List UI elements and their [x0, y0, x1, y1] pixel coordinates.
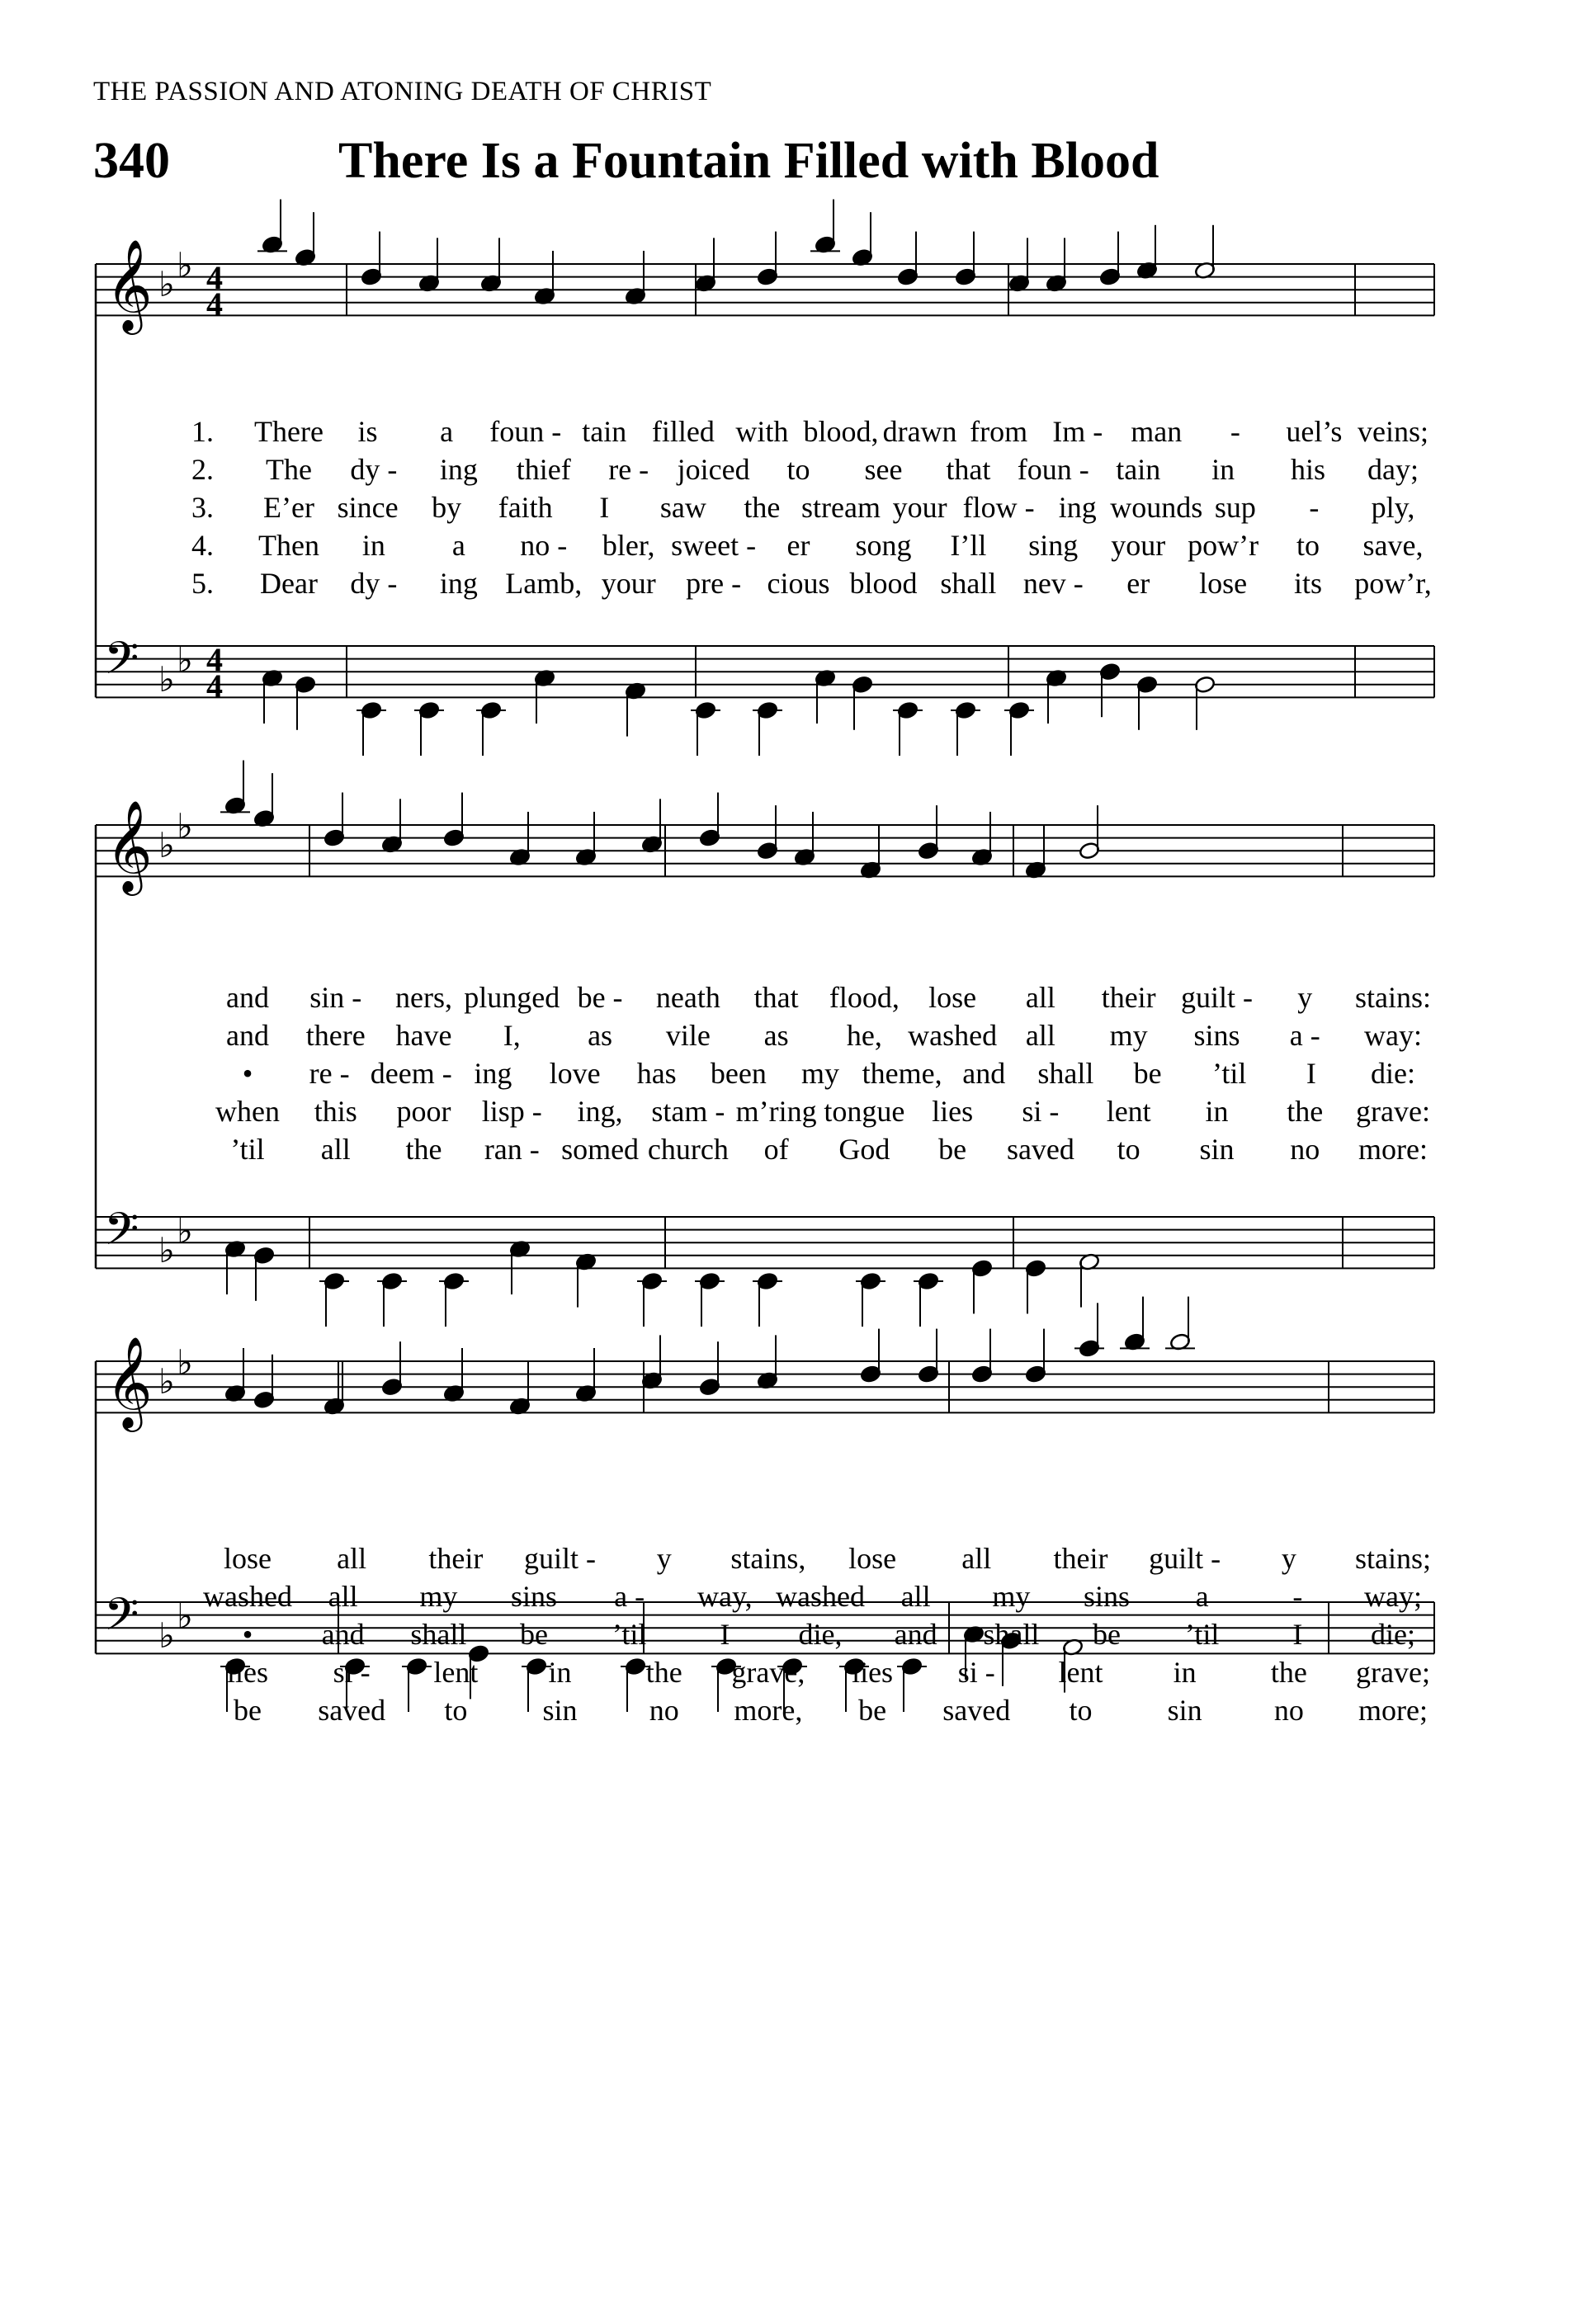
treble-clef-icon: 𝄞	[106, 799, 153, 892]
lyric-syllable: shall	[1037, 1057, 1094, 1090]
lyric-syllable: Then	[258, 529, 319, 562]
lyric-syllable: washed	[908, 1019, 998, 1052]
lyric-syllable: sins	[1083, 1580, 1131, 1613]
lyric-syllable: blood,	[803, 415, 879, 448]
time-signature-top: 4	[206, 641, 223, 678]
lyric-syllable: er	[786, 529, 810, 562]
lyric-syllable: more,	[734, 1694, 803, 1727]
lyric-syllable: lose	[928, 981, 977, 1014]
lyric-syllable: be -	[577, 981, 623, 1014]
verse-number: 5.	[191, 567, 214, 600]
lyric-syllable: ing	[439, 453, 478, 486]
lyric-syllable: Dear	[260, 567, 318, 600]
lyric-syllable: ply,	[1371, 491, 1415, 524]
lyric-syllable: lisp -	[481, 1095, 542, 1128]
lyric-syllable: sin	[542, 1694, 578, 1727]
lyric-syllable: all	[328, 1580, 358, 1613]
lyric-syllable: deem -	[370, 1057, 452, 1090]
lyric-syllable: have	[395, 1019, 452, 1052]
lyric-syllable: poor	[396, 1095, 451, 1128]
lyric-syllable: his	[1291, 453, 1326, 486]
lyric-syllable: y	[1281, 1542, 1296, 1575]
lyric-syllable: sins	[510, 1580, 558, 1613]
lyric-syllable: your	[892, 491, 947, 524]
lyric-syllable: is	[357, 415, 378, 448]
flat-sign-icon: ♭	[158, 825, 175, 866]
lyric-syllable: re -	[309, 1057, 350, 1090]
lyric-syllable: God	[838, 1133, 890, 1166]
lyric-syllable: lies	[932, 1095, 974, 1128]
lyric-syllable: sin -	[309, 981, 362, 1014]
lyric-syllable: more;	[1358, 1694, 1428, 1727]
lyric-syllable: I’ll	[950, 529, 987, 562]
lyric-syllable: uel’s	[1286, 415, 1343, 448]
lyric-syllable: filled	[651, 415, 715, 448]
lyric-syllable: their	[1101, 981, 1156, 1014]
lyric-syllable: nev -	[1022, 567, 1084, 600]
lyric-syllable: to	[1117, 1133, 1140, 1166]
lyric-syllable: saw	[659, 491, 706, 524]
treble-clef-icon: 𝄞	[106, 1336, 153, 1428]
lyric-syllable: be	[938, 1133, 967, 1166]
lyric-syllable: I,	[503, 1019, 521, 1052]
lyric-syllable: I	[1306, 1057, 1316, 1090]
lyric-syllable: your	[1111, 529, 1166, 562]
lyric-syllable: and	[321, 1618, 365, 1651]
lyric-syllable: no -	[520, 529, 568, 562]
lyric-syllable: Lamb,	[505, 567, 583, 600]
lyric-syllable: be	[1133, 1057, 1162, 1090]
lyric-syllable: sin	[1199, 1133, 1235, 1166]
lyric-syllable: dy -	[350, 453, 398, 486]
lyric-syllable: flood,	[829, 981, 900, 1014]
lyric-syllable: ing	[474, 1057, 512, 1090]
lyric-syllable: be	[520, 1618, 548, 1651]
lyric-syllable: die,	[798, 1618, 843, 1651]
lyric-syllable: day;	[1367, 453, 1419, 486]
flat-sign-icon: ♭	[158, 658, 175, 700]
lyric-syllable: stains:	[1354, 981, 1432, 1014]
flat-sign-icon: ♭	[158, 1615, 175, 1656]
lyric-syllable: a -	[1289, 1019, 1320, 1052]
lyric-syllable: sweet -	[671, 529, 757, 562]
lyric-syllable: all	[1025, 981, 1055, 1014]
lyric-syllable: more:	[1358, 1133, 1428, 1166]
lyric-syllable: I	[1292, 1618, 1303, 1651]
lyric-syllable: -	[1292, 1580, 1303, 1613]
lyric-syllable: ing,	[577, 1095, 623, 1128]
lyric-syllable: ran -	[484, 1133, 540, 1166]
lyric-syllable: foun -	[1017, 453, 1089, 486]
lyric-syllable: be	[1093, 1618, 1121, 1651]
lyric-syllable: from	[970, 415, 1028, 448]
lyric-syllable: as	[588, 1019, 613, 1052]
lyric-syllable: the	[744, 491, 781, 524]
lyric-syllable: ’til	[1184, 1618, 1220, 1651]
lyric-syllable: shall	[940, 567, 997, 600]
lyric-syllable: to	[786, 453, 810, 486]
bass-clef-icon: 𝄢	[104, 632, 139, 695]
hymn-number: 340	[93, 133, 170, 189]
lyric-syllable: dy -	[350, 567, 398, 600]
verse-number: 1.	[191, 415, 214, 448]
lyric-syllable: in	[548, 1656, 572, 1689]
lyric-syllable: church	[647, 1133, 729, 1166]
lyric-syllable: grave,	[731, 1656, 805, 1689]
lyric-syllable: lose	[224, 1542, 272, 1575]
lyric-syllable: ners,	[395, 981, 453, 1014]
lyric-syllable: stains,	[730, 1542, 806, 1575]
lyric-syllable: and	[226, 1019, 269, 1052]
lyric-syllable: faith	[498, 491, 553, 524]
lyric-syllable: no	[649, 1694, 679, 1727]
bass-staff	[96, 1217, 1434, 1268]
lyric-syllable: •	[242, 1618, 253, 1651]
lyric-syllable: tain	[1116, 453, 1161, 486]
lyric-syllable: be	[234, 1694, 262, 1727]
verse-number: 4.	[191, 529, 214, 562]
lyric-syllable: si -	[1022, 1095, 1060, 1128]
system-3	[96, 1297, 1434, 1712]
lyric-syllable: by	[432, 491, 462, 524]
lyric-syllable: since	[337, 491, 399, 524]
bass-staff	[96, 1602, 1434, 1653]
lyric-syllable: a	[451, 529, 465, 562]
lyric-syllable: sing	[1028, 529, 1079, 562]
lyric-syllable: to	[1296, 529, 1320, 562]
lyric-syllable: that	[946, 453, 991, 486]
lyric-syllable: si -	[333, 1656, 371, 1689]
lyric-syllable: pow’r	[1188, 529, 1259, 562]
time-signature-top: 4	[206, 259, 223, 296]
lyric-syllable: -	[1309, 491, 1320, 524]
lyric-syllable: ing	[439, 567, 478, 600]
lyric-syllable: lies	[227, 1656, 268, 1689]
lyric-syllable: all	[337, 1542, 367, 1575]
lyric-syllable: way:	[1364, 1019, 1422, 1052]
lyric-syllable: all	[320, 1133, 351, 1166]
lyric-syllable: neath	[655, 981, 720, 1014]
time-signature-bottom: 4	[206, 667, 223, 705]
lyric-syllable: ing	[1058, 491, 1097, 524]
lyric-syllable: lent	[1058, 1656, 1103, 1689]
lyric-syllable: foun -	[489, 415, 562, 448]
flat-sign-icon: ♭	[177, 1341, 193, 1383]
time-signature-bottom: 4	[206, 285, 223, 323]
lyric-syllable: man	[1131, 415, 1183, 448]
lyric-syllable: a -	[614, 1580, 645, 1613]
flat-sign-icon: ♭	[177, 1210, 193, 1252]
lyric-syllable: tain	[582, 415, 627, 448]
verse-number: 3.	[191, 491, 214, 524]
lyric-syllable: washed	[776, 1580, 865, 1613]
lyric-syllable: ’til	[230, 1133, 265, 1166]
lyric-syllable: all	[1025, 1019, 1055, 1052]
lyric-syllable: stains;	[1354, 1542, 1432, 1575]
lyric-syllable: love	[549, 1057, 601, 1090]
lyric-syllable: saved	[942, 1694, 1011, 1727]
lyric-syllable: The	[266, 453, 312, 486]
lyric-syllable: bler,	[602, 529, 655, 562]
lyric-syllable: sin	[1167, 1694, 1202, 1727]
lyric-syllable: saved	[1006, 1133, 1074, 1166]
lyric-syllable: and	[226, 981, 269, 1014]
lyric-syllable: been	[710, 1057, 767, 1090]
lyric-syllable: see	[864, 453, 903, 486]
lyric-syllable: E’er	[263, 491, 314, 524]
lyric-syllable: in	[1205, 1095, 1229, 1128]
lyric-syllable: shall	[410, 1618, 467, 1651]
lyric-syllable: has	[636, 1057, 677, 1090]
lyric-syllable: that	[753, 981, 799, 1014]
section-title: THE PASSION AND ATONING DEATH OF CHRIST	[93, 77, 712, 106]
lyric-syllable: its	[1294, 567, 1323, 600]
lyric-syllable: flow -	[962, 491, 1035, 524]
lyric-syllable: drawn	[882, 415, 957, 448]
hymn-title: There Is a Fountain Filled with Blood	[338, 133, 1159, 189]
lyric-syllable: there	[305, 1019, 366, 1052]
lyric-syllable: my	[992, 1580, 1031, 1613]
lyric-syllable: with	[735, 415, 789, 448]
flat-sign-icon: ♭	[158, 264, 175, 305]
lyric-syllable: ’til	[612, 1618, 647, 1651]
lyric-syllable: a	[1195, 1580, 1209, 1613]
lyric-syllable: save,	[1362, 529, 1424, 562]
lyric-syllable: lent	[433, 1656, 479, 1689]
treble-clef-icon: 𝄞	[106, 238, 153, 331]
lyric-syllable: shall	[983, 1618, 1040, 1651]
lyric-syllable: Im -	[1052, 415, 1103, 448]
lyric-syllable: stream	[801, 491, 881, 524]
lyric-syllable: si -	[957, 1656, 995, 1689]
lyric-syllable: song	[855, 529, 912, 562]
lyric-syllable: my	[800, 1057, 840, 1090]
lyric-syllable: -	[1230, 415, 1240, 448]
lyric-syllable: way,	[697, 1580, 753, 1613]
lyric-syllable: the	[645, 1656, 682, 1689]
lyric-syllable: be	[858, 1694, 887, 1727]
lyric-syllable: I	[599, 491, 610, 524]
lyric-syllable: and	[894, 1618, 937, 1651]
lyric-syllable: plunged	[464, 981, 560, 1014]
lyric-syllable: as	[763, 1019, 789, 1052]
flat-sign-icon: ♭	[177, 805, 193, 846]
lyric-syllable: in	[361, 529, 385, 562]
lyric-syllable: way;	[1364, 1580, 1422, 1613]
lyric-syllable: a	[440, 415, 454, 448]
lyric-syllable: sins	[1193, 1019, 1240, 1052]
lyric-syllable: my	[419, 1580, 458, 1613]
lyric-syllable: stam -	[651, 1095, 725, 1128]
bass-clef-icon: 𝄢	[104, 1588, 139, 1652]
lyric-syllable: tongue	[824, 1095, 905, 1128]
lyric-syllable: no	[1273, 1694, 1304, 1727]
lyric-syllable: wounds	[1110, 491, 1203, 524]
lyric-syllable: the	[1287, 1095, 1324, 1128]
lyric-syllable: their	[1053, 1542, 1108, 1575]
lyric-syllable: no	[1290, 1133, 1320, 1166]
lyric-syllable: grave;	[1356, 1656, 1430, 1689]
lyric-syllable: in	[1211, 453, 1235, 486]
lyric-syllable: somed	[561, 1133, 640, 1166]
verse-number: 2.	[191, 453, 214, 486]
bass-clef-icon: 𝄢	[104, 1203, 139, 1266]
lyric-syllable: joiced	[677, 453, 750, 486]
lyric-syllable: pre -	[686, 567, 742, 600]
lyric-syllable: ’til	[1212, 1057, 1247, 1090]
lyric-syllable: to	[1069, 1694, 1093, 1727]
lyric-syllable: washed	[203, 1580, 292, 1613]
lyric-syllable: their	[428, 1542, 484, 1575]
lyric-syllable: all	[961, 1542, 992, 1575]
lyric-syllable: vile	[665, 1019, 711, 1052]
lyric-syllable: all	[900, 1580, 931, 1613]
lyric-syllable: guilt -	[1149, 1542, 1221, 1575]
flat-sign-icon: ♭	[177, 639, 193, 681]
lyric-syllable: cious	[767, 567, 830, 600]
lyric-syllable: in	[1173, 1656, 1197, 1689]
lyric-syllable: my	[1109, 1019, 1148, 1052]
lyric-syllable: I	[720, 1618, 730, 1651]
lyric-syllable: this	[314, 1095, 357, 1128]
lyric-syllable: and	[962, 1057, 1006, 1090]
lyric-syllable: thief	[516, 453, 571, 486]
lyric-syllable: the	[1270, 1656, 1307, 1689]
lyric-syllable: guilt -	[1180, 981, 1253, 1014]
lyric-syllable: blood	[849, 567, 918, 600]
lyric-syllable: die:	[1371, 1057, 1415, 1090]
lyric-syllable: lose	[848, 1542, 897, 1575]
lyric-syllable: lies	[852, 1656, 894, 1689]
flat-sign-icon: ♭	[177, 1596, 193, 1637]
flat-sign-icon: ♭	[177, 244, 193, 285]
flat-sign-icon: ♭	[158, 1229, 175, 1270]
lyric-syllable: your	[601, 567, 656, 600]
lyric-syllable: guilt -	[524, 1542, 597, 1575]
lyric-syllable: lose	[1199, 567, 1248, 600]
lyric-syllable: to	[444, 1694, 468, 1727]
lyric-syllable: pow’r,	[1354, 567, 1432, 600]
lyric-syllable: y	[656, 1542, 672, 1575]
lyric-syllable: of	[763, 1133, 789, 1166]
lyric-syllable: he,	[846, 1019, 882, 1052]
lyric-syllable: grave:	[1356, 1095, 1430, 1128]
lyric-syllable: saved	[318, 1694, 386, 1727]
lyric-syllable: the	[405, 1133, 442, 1166]
lyric-syllable: sup	[1214, 491, 1256, 524]
lyric-syllable: lent	[1106, 1095, 1151, 1128]
lyric-syllable: theme,	[862, 1057, 942, 1090]
lyric-syllable: m’ring	[735, 1095, 817, 1128]
lyric-syllable: veins;	[1358, 415, 1429, 448]
lyric-syllable: re -	[608, 453, 649, 486]
lyric-syllable: •	[242, 1057, 253, 1090]
lyric-syllable: There	[254, 415, 323, 448]
lyric-syllable: y	[1297, 981, 1313, 1014]
flat-sign-icon: ♭	[158, 1361, 175, 1402]
lyric-syllable: when	[215, 1095, 280, 1128]
lyric-syllable: er	[1126, 567, 1150, 600]
lyric-syllable: die;	[1371, 1618, 1415, 1651]
